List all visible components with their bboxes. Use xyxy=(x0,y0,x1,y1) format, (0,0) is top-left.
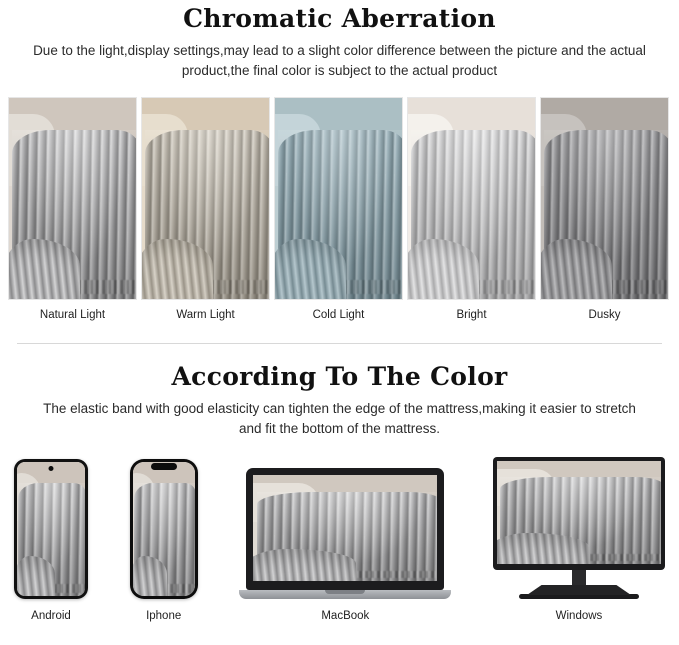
swatch-image-natural-light xyxy=(8,97,137,300)
photo-tint xyxy=(9,98,136,299)
device-windows xyxy=(493,457,665,622)
monitor-screen xyxy=(497,461,661,564)
monitor-frame xyxy=(493,457,665,599)
blanket-photo xyxy=(408,98,535,299)
blanket-photo xyxy=(275,98,402,299)
device-iphone xyxy=(130,459,198,622)
swatch-cold-light xyxy=(274,97,403,321)
chromatic-aberration-description: Due to the light,display settings,may lead to a slight color difference between the picture and the actual product,the final color is subject to the actual product xyxy=(33,43,646,78)
monitor-neck xyxy=(572,570,586,585)
device-caption: Windows xyxy=(555,610,603,622)
photo-tint xyxy=(408,98,535,299)
macbook-base xyxy=(239,590,451,599)
device-caption: MacBook xyxy=(321,610,370,622)
device-android xyxy=(14,459,88,622)
monitor-panel xyxy=(493,457,665,570)
color-swatch-row xyxy=(0,97,679,321)
swatch-dusky xyxy=(540,97,669,321)
swatch-image-dusky xyxy=(540,97,669,300)
photo-fold xyxy=(253,549,356,581)
blanket-photo xyxy=(541,98,668,299)
device-caption: Android xyxy=(31,610,71,622)
iphone-screen xyxy=(133,462,195,596)
swatch-caption: Natural Light xyxy=(39,309,106,321)
notch-icon xyxy=(151,463,177,470)
photo-fold xyxy=(17,556,55,596)
device-macbook xyxy=(239,468,451,622)
macbook-frame xyxy=(239,468,451,599)
swatch-natural-light xyxy=(8,97,137,321)
android-screen xyxy=(17,462,85,596)
blanket-photo xyxy=(497,461,661,564)
macbook-screen xyxy=(253,475,437,581)
swatch-caption: Cold Light xyxy=(312,309,365,321)
swatch-image-bright xyxy=(407,97,536,300)
device-preview-row xyxy=(0,457,679,622)
page-title: Chromatic Aberration xyxy=(183,4,496,33)
elastic-band-description: The elastic band with good elasticity can tighten the edge of the mattress,making it easier to stretch and fit the bottom of the mattress. xyxy=(43,401,636,436)
blanket-photo xyxy=(9,98,136,299)
monitor-foot xyxy=(527,585,631,595)
swatch-bright xyxy=(407,97,536,321)
swatch-image-cold-light xyxy=(274,97,403,300)
swatch-caption: Warm Light xyxy=(176,309,235,321)
device-caption: Iphone xyxy=(146,610,182,622)
blanket-photo xyxy=(142,98,269,299)
photo-tint xyxy=(541,98,668,299)
macbook-lid xyxy=(246,468,444,590)
blanket-photo xyxy=(17,462,85,596)
swatch-image-warm-light xyxy=(141,97,270,300)
android-phone-frame xyxy=(14,459,88,599)
according-to-the-color-section xyxy=(0,344,679,622)
swatch-caption: Dusky xyxy=(588,309,621,321)
section-title: According To The Color xyxy=(171,362,508,391)
photo-tint xyxy=(275,98,402,299)
camera-punch-hole-icon xyxy=(49,466,54,471)
iphone-frame xyxy=(130,459,198,599)
photo-fold xyxy=(497,533,589,564)
blanket-photo xyxy=(133,462,195,596)
blanket-photo xyxy=(253,475,437,581)
photo-tint xyxy=(142,98,269,299)
chromatic-aberration-section xyxy=(0,0,679,321)
swatch-caption: Bright xyxy=(456,309,487,321)
swatch-warm-light xyxy=(141,97,270,321)
